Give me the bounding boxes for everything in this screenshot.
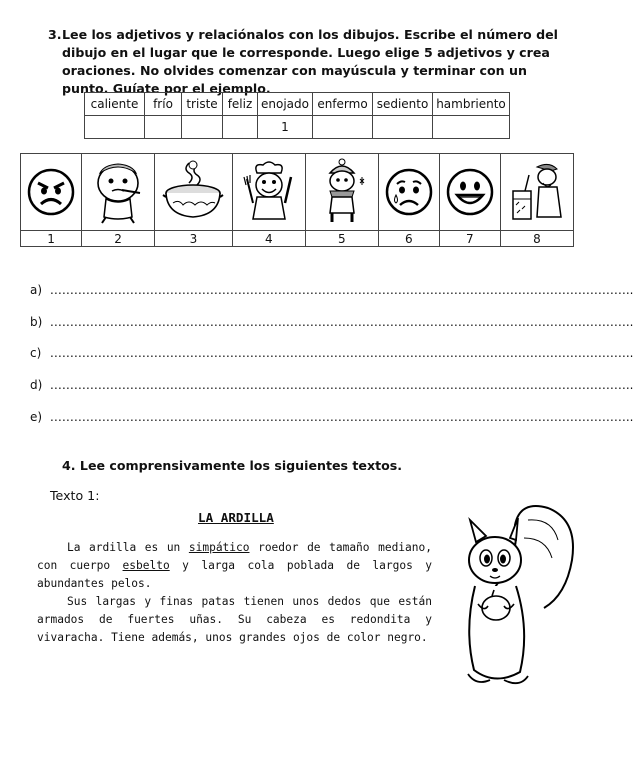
adjective-cell: feliz <box>223 93 258 116</box>
sentence-line-b[interactable] <box>30 315 633 329</box>
answer-cell[interactable]: 1 <box>258 116 313 139</box>
adjectives-header-row <box>85 93 510 116</box>
adjective-cell: sediento <box>373 93 433 116</box>
sad-face-icon <box>384 167 434 217</box>
picture-number: 3 <box>155 231 233 247</box>
text-run: roedor de tamaño mediano, con cuerpo <box>37 541 432 572</box>
sentence-line-a[interactable] <box>30 283 633 297</box>
picture-number: 1 <box>21 231 82 247</box>
paragraph-1 <box>37 539 432 593</box>
sentence-dots: ……………………………………………………………………………………………………………………………….. <box>49 283 633 297</box>
sentence-line-d[interactable] <box>30 378 633 392</box>
picture-number: 7 <box>439 231 500 247</box>
text-title: LA ARDILLA <box>198 510 274 525</box>
picture-cell <box>82 154 155 231</box>
thirsty-man-icon <box>507 159 567 225</box>
picture-cell <box>21 154 82 231</box>
picture-cell <box>378 154 439 231</box>
pictures-row <box>21 154 574 231</box>
picture-number: 8 <box>500 231 573 247</box>
sentence-line-e[interactable] <box>30 410 633 424</box>
answer-cell[interactable] <box>373 116 433 139</box>
picture-cell <box>500 154 573 231</box>
paragraph-2: Sus largas y finas patas tienen unos dedos que están armados de fuertes uñas. Su cabeza es redondita y vivaracha. Tiene además, unos grandes ojos de color negro. <box>37 595 432 644</box>
picture-cell <box>232 154 305 231</box>
cold-child-icon <box>312 159 372 225</box>
sentence-dots: ……………………………………………………………………………………………………………………………….. <box>49 410 633 424</box>
answer-cell[interactable] <box>313 116 373 139</box>
picture-cell <box>305 154 378 231</box>
picture-number: 6 <box>378 231 439 247</box>
sentence-label: d) <box>30 378 43 392</box>
picture-number: 5 <box>305 231 378 247</box>
picture-number: 4 <box>232 231 305 247</box>
question-3-number: 3. <box>48 27 62 42</box>
sentence-label: b) <box>30 315 43 329</box>
hungry-chef-icon <box>239 159 299 225</box>
question-3-text: Lee los adjetivos y relaciónalos con los dibujos. Escribe el número del dibujo en el lugar que le corresponde. Luego elige 5 adjetivos y crea oraciones. No olvides comenzar con mayúscula y terminar con un punto. Guíate por el ejemplo. <box>62 27 558 96</box>
text-run: La ardilla es un <box>67 541 189 554</box>
text-run: y larga cola poblada de largos y abundantes pelos. <box>37 559 432 590</box>
answer-cell[interactable] <box>85 116 145 139</box>
pictures-table <box>20 153 574 247</box>
texto-label: Texto 1: <box>50 488 100 503</box>
underlined-word: simpático <box>188 541 250 554</box>
hot-soup-icon <box>161 159 225 225</box>
underlined-word: esbelto <box>122 559 170 572</box>
adjective-cell: triste <box>182 93 223 116</box>
sentence-dots: ……………………………………………………………………………………………………………………………….. <box>49 378 633 392</box>
adjective-cell: enfermo <box>313 93 373 116</box>
sentence-line-c[interactable] <box>30 346 633 360</box>
sentence-dots: ……………………………………………………………………………………………………………………………….. <box>49 315 633 329</box>
sentence-label: e) <box>30 410 43 424</box>
answer-cell[interactable] <box>145 116 182 139</box>
picture-numbers-row <box>21 231 574 247</box>
sentence-dots: ……………………………………………………………………………………………………………………………….. <box>49 346 633 360</box>
angry-face-icon <box>26 167 76 217</box>
adjective-cell: enojado <box>258 93 313 116</box>
picture-number: 2 <box>82 231 155 247</box>
answer-cell[interactable] <box>433 116 510 139</box>
question-4-heading: 4. Lee comprensivamente los siguientes textos. <box>62 458 403 473</box>
adjectives-answer-row <box>85 116 510 139</box>
sick-child-icon <box>88 159 148 225</box>
happy-face-icon <box>445 167 495 217</box>
squirrel-illustration-icon <box>440 500 580 700</box>
adjectives-table <box>84 92 510 139</box>
adjective-cell: hambriento <box>433 93 510 116</box>
adjective-cell: caliente <box>85 93 145 116</box>
answer-cell[interactable] <box>182 116 223 139</box>
adjective-cell: frío <box>145 93 182 116</box>
sentence-label: c) <box>30 346 42 360</box>
answer-cell[interactable] <box>223 116 258 139</box>
question-3-instructions <box>48 26 576 98</box>
picture-cell <box>439 154 500 231</box>
picture-cell <box>155 154 233 231</box>
reading-text <box>37 539 432 647</box>
sentence-label: a) <box>30 283 43 297</box>
